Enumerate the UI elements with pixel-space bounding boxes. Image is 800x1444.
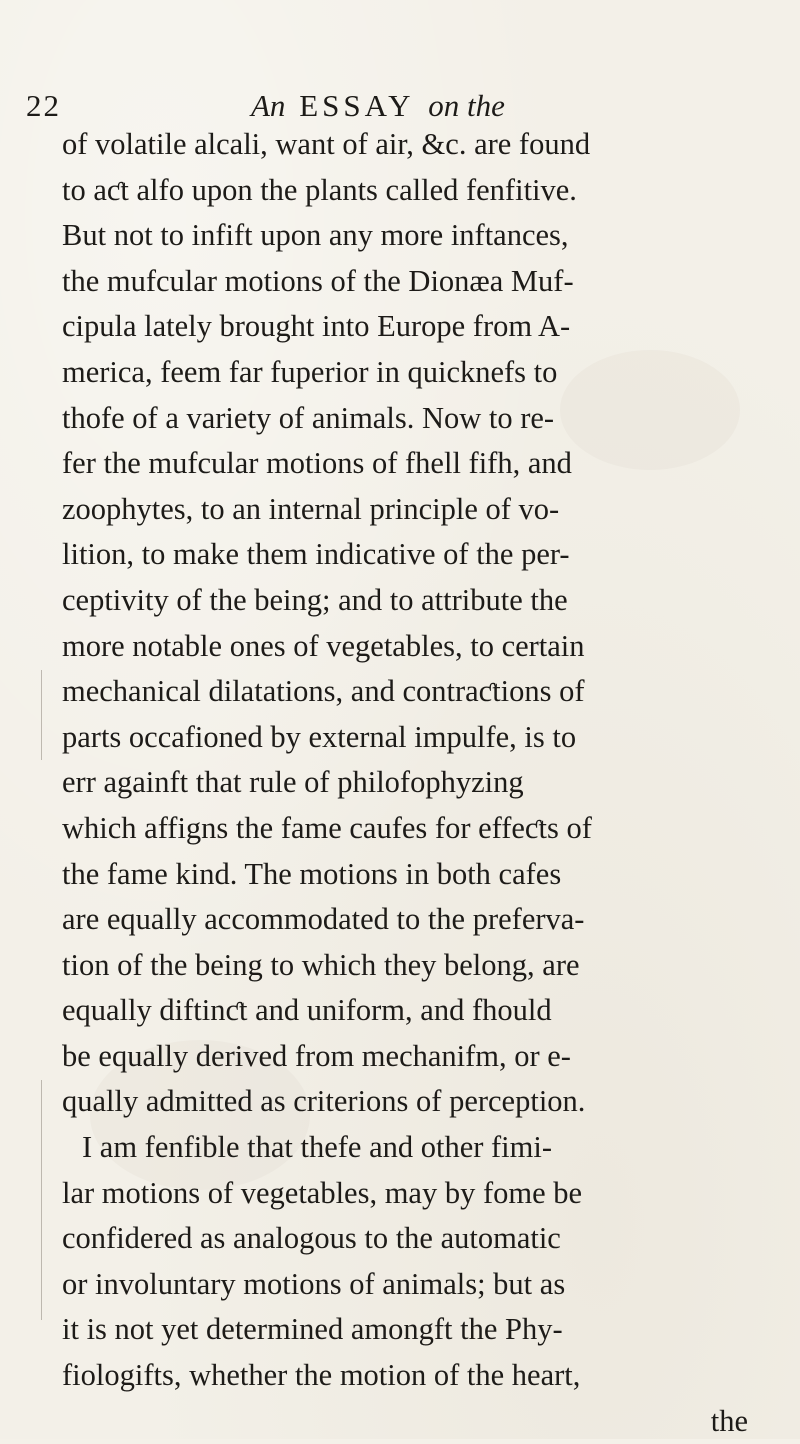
running-title-essay: ESSAY xyxy=(299,88,415,123)
text-line: it is not yet determined amongft the Phy- xyxy=(62,1312,563,1347)
text-line: tion of the being to which they belong, are xyxy=(62,947,580,982)
text-line: of volatile alcali, want of air, &c. are found xyxy=(62,127,591,161)
text-line: equally diftinƈt and uniform, and fhould xyxy=(62,993,552,1028)
text-line: fiologifts, whether the motion of the heart, xyxy=(62,1358,581,1393)
text-line: mechanical dilatations, and contraƈtions of xyxy=(62,674,585,709)
text-line: to aƈt alfo upon the plants called fenfitive. xyxy=(62,172,577,207)
text-line: the fame kind. The motions in both cafes xyxy=(62,856,562,891)
text-line: fer the mufcular motions of fhell fifh, and xyxy=(62,446,572,481)
text-line: lar motions of vegetables, may by fome be xyxy=(62,1175,583,1210)
page-number: 22 xyxy=(26,88,61,123)
text-line: are equally accommodated to the preferva- xyxy=(62,902,585,937)
text-line: ceptivity of the being; and to attribute the xyxy=(62,582,568,617)
text-line: merica, feem far fuperior in quicknefs to xyxy=(62,354,558,389)
text-line: parts occafioned by external impulfe, is to xyxy=(62,719,577,754)
text-line: the mufcular motions of the Dionæa Muf- xyxy=(62,263,574,298)
running-title-the: the xyxy=(467,88,505,123)
text-line: I am fenfible that thefe and other fimi- xyxy=(82,1130,553,1165)
running-title xyxy=(251,88,505,124)
text-line: lition, to make them indicative of the per- xyxy=(62,537,570,572)
text-line: cipula lately brought into Europe from A- xyxy=(62,309,571,344)
running-title-an: An xyxy=(251,88,286,123)
text-line: or involuntary motions of animals; but as xyxy=(62,1266,566,1301)
running-title-on: on xyxy=(428,88,460,123)
text-line: qually admitted as criterions of perception. xyxy=(62,1084,586,1119)
body-text xyxy=(62,122,762,1444)
text-line: err againft that rule of philofophyzing xyxy=(62,765,524,800)
gutter-mark xyxy=(41,1080,42,1320)
text-line: confidered as analogous to the automatic xyxy=(62,1221,561,1256)
text-line: be equally derived from mechanifm, or e- xyxy=(62,1038,571,1073)
text-line: But not to infift upon any more inftances, xyxy=(62,218,569,253)
text-line: which affigns the fame caufes for effeƈts of xyxy=(62,810,592,845)
catchword: the xyxy=(710,1403,748,1438)
gutter-mark xyxy=(41,670,42,760)
text-line: zoophytes, to an internal principle of vo- xyxy=(62,491,560,526)
text-line: thofe of a variety of animals. Now to re- xyxy=(62,400,555,435)
text-line: more notable ones of vegetables, to certain xyxy=(62,628,585,663)
